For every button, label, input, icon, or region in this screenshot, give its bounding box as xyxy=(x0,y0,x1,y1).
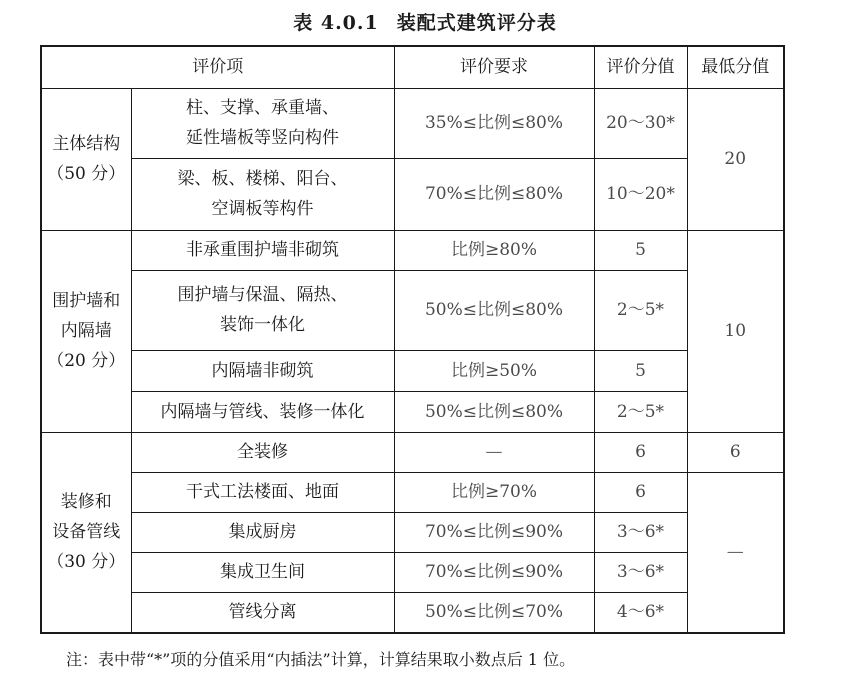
header-min-score: 最低分值 xyxy=(687,46,784,88)
score-cell: 3～6* xyxy=(594,552,687,592)
table-row xyxy=(41,432,784,472)
requirement-cell: 70%≤比例≤90% xyxy=(394,552,594,592)
score-cell: 2～5* xyxy=(594,391,687,432)
item-cell: 全装修 xyxy=(131,432,394,472)
score-cell: 10～20* xyxy=(594,158,687,230)
header-evaluation-item: 评价项 xyxy=(41,46,394,88)
item-cell: 围护墙与保温、隔热、 装饰一体化 xyxy=(131,270,394,350)
table-row xyxy=(41,472,784,512)
table-row xyxy=(41,350,784,391)
min-score-cell: 6 xyxy=(687,432,784,472)
item-cell: 非承重围护墙非砌筑 xyxy=(131,230,394,270)
item-cell: 管线分离 xyxy=(131,592,394,633)
requirement-cell: 比例≥70% xyxy=(394,472,594,512)
table-row xyxy=(41,270,784,350)
requirement-cell: 70%≤比例≤90% xyxy=(394,512,594,552)
category-finishing-services: 装修和 设备管线 （30 分） xyxy=(41,432,131,633)
requirement-cell: 比例≥80% xyxy=(394,230,594,270)
item-cell: 梁、板、楼梯、阳台、 空调板等构件 xyxy=(131,158,394,230)
score-cell: 5 xyxy=(594,350,687,391)
item-cell: 内隔墙非砌筑 xyxy=(131,350,394,391)
table-title xyxy=(0,8,850,35)
min-score-cell: — xyxy=(687,472,784,633)
score-cell: 6 xyxy=(594,432,687,472)
header-row xyxy=(41,46,784,88)
item-cell: 干式工法楼面、地面 xyxy=(131,472,394,512)
table-row xyxy=(41,88,784,158)
item-cell: 集成厨房 xyxy=(131,512,394,552)
item-cell: 柱、支撑、承重墙、 延性墙板等竖向构件 xyxy=(131,88,394,158)
score-cell: 5 xyxy=(594,230,687,270)
score-cell: 3～6* xyxy=(594,512,687,552)
score-cell: 6 xyxy=(594,472,687,512)
header-requirement: 评价要求 xyxy=(394,46,594,88)
min-score-cell: 20 xyxy=(687,88,784,230)
table-row xyxy=(41,391,784,432)
table-row xyxy=(41,552,784,592)
scoring-table xyxy=(40,45,785,634)
table-row xyxy=(41,512,784,552)
score-cell: 2～5* xyxy=(594,270,687,350)
min-score-cell: 10 xyxy=(687,230,784,432)
requirement-cell: 70%≤比例≤80% xyxy=(394,158,594,230)
requirement-cell: 50%≤比例≤70% xyxy=(394,592,594,633)
requirement-cell: 50%≤比例≤80% xyxy=(394,391,594,432)
requirement-cell: 50%≤比例≤80% xyxy=(394,270,594,350)
category-envelope-walls: 围护墙和 内隔墙 （20 分） xyxy=(41,230,131,432)
score-cell: 4～6* xyxy=(594,592,687,633)
requirement-cell: — xyxy=(394,432,594,472)
table-name: 装配式建筑评分表 xyxy=(396,12,557,34)
table-number: 表 4.0.1 xyxy=(293,12,379,34)
table-row xyxy=(41,592,784,633)
table-footnote: 注：表中带“*”项的分值采用“内插法”计算，计算结果取小数点后 1 位。 xyxy=(66,650,576,669)
item-cell: 集成卫生间 xyxy=(131,552,394,592)
header-score: 评价分值 xyxy=(594,46,687,88)
item-cell: 内隔墙与管线、装修一体化 xyxy=(131,391,394,432)
category-main-structure: 主体结构 （50 分） xyxy=(41,88,131,230)
requirement-cell: 比例≥50% xyxy=(394,350,594,391)
table-row xyxy=(41,230,784,270)
requirement-cell: 35%≤比例≤80% xyxy=(394,88,594,158)
table-row xyxy=(41,158,784,230)
score-cell: 20～30* xyxy=(594,88,687,158)
